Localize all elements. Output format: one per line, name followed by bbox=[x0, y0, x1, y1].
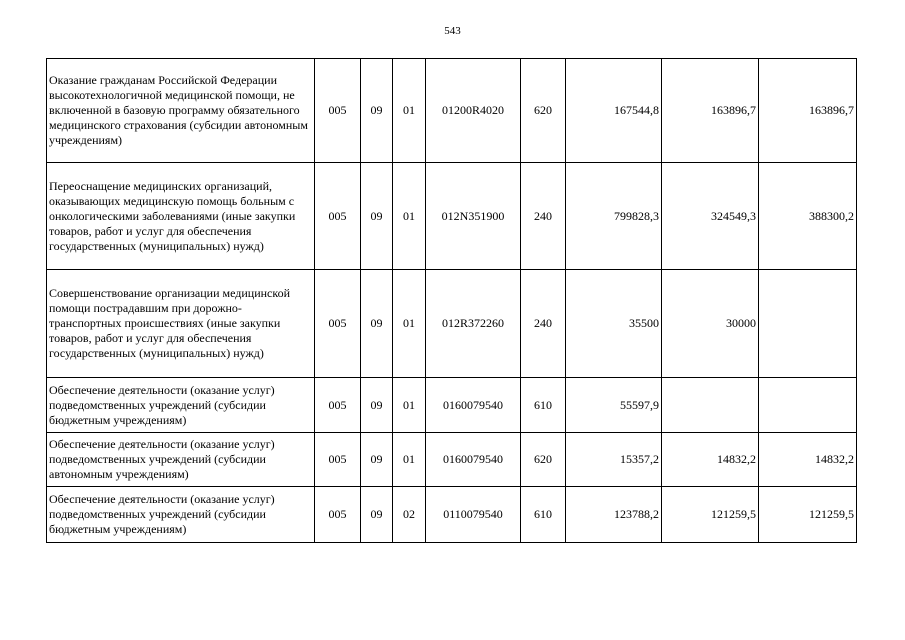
expense-type-code: 610 bbox=[521, 378, 566, 433]
section-code: 09 bbox=[361, 487, 393, 543]
row-description: Оказание гражданам Российской Федерации высокотехнологичной медицинской помощи, не включенной в базовую программу обязательного медицинского страхования (субсидии автономным учреждениям) bbox=[47, 59, 315, 163]
row-description: Обеспечение деятельности (оказание услуг) подведомственных учреждений (субсидии бюджетным учреждениям) bbox=[47, 487, 315, 543]
subsection-code: 01 bbox=[393, 163, 426, 270]
expense-type-code: 620 bbox=[521, 59, 566, 163]
row-description: Обеспечение деятельности (оказание услуг) подведомственных учреждений (субсидии автономным учреждениям) bbox=[47, 433, 315, 487]
section-code: 09 bbox=[361, 163, 393, 270]
table-row bbox=[47, 378, 857, 433]
amount-1: 799828,3 bbox=[566, 163, 662, 270]
table-row bbox=[47, 59, 857, 163]
table-row bbox=[47, 487, 857, 543]
subsection-code: 02 bbox=[393, 487, 426, 543]
amount-1: 35500 bbox=[566, 270, 662, 378]
amount-3: 388300,2 bbox=[759, 163, 857, 270]
row-description: Переоснащение медицинских организаций, оказывающих медицинскую помощь больным с онкологическими заболеваниями (иные закупки товаров, работ и услуг для обеспечения государственных (муниципальных) нужд) bbox=[47, 163, 315, 270]
amount-1: 167544,8 bbox=[566, 59, 662, 163]
amount-2: 14832,2 bbox=[662, 433, 759, 487]
table-row bbox=[47, 163, 857, 270]
amount-3 bbox=[759, 378, 857, 433]
target-article-code: 0160079540 bbox=[426, 378, 521, 433]
subsection-code: 01 bbox=[393, 59, 426, 163]
expense-type-code: 620 bbox=[521, 433, 566, 487]
amount-2: 121259,5 bbox=[662, 487, 759, 543]
subsection-code: 01 bbox=[393, 378, 426, 433]
table-row bbox=[47, 433, 857, 487]
section-code: 09 bbox=[361, 270, 393, 378]
page-number: 543 bbox=[444, 25, 461, 37]
row-description: Совершенствование организации медицинской помощи пострадавшим при дорожно-транспортных происшествиях (иные закупки товаров, работ и услуг для обеспечения государственных (муниципальных) нужд) bbox=[47, 270, 315, 378]
amount-2: 30000 bbox=[662, 270, 759, 378]
amount-2: 163896,7 bbox=[662, 59, 759, 163]
ministry-code: 005 bbox=[315, 378, 361, 433]
section-code: 09 bbox=[361, 59, 393, 163]
amount-3: 121259,5 bbox=[759, 487, 857, 543]
ministry-code: 005 bbox=[315, 487, 361, 543]
section-code: 09 bbox=[361, 378, 393, 433]
amount-1: 15357,2 bbox=[566, 433, 662, 487]
target-article-code: 0160079540 bbox=[426, 433, 521, 487]
ministry-code: 005 bbox=[315, 163, 361, 270]
row-description: Обеспечение деятельности (оказание услуг) подведомственных учреждений (субсидии бюджетным учреждениям) bbox=[47, 378, 315, 433]
amount-1: 123788,2 bbox=[566, 487, 662, 543]
budget-table bbox=[46, 58, 857, 543]
amount-3: 163896,7 bbox=[759, 59, 857, 163]
amount-3: 14832,2 bbox=[759, 433, 857, 487]
section-code: 09 bbox=[361, 433, 393, 487]
amount-2 bbox=[662, 378, 759, 433]
target-article-code: 0110079540 bbox=[426, 487, 521, 543]
table-row bbox=[47, 270, 857, 378]
ministry-code: 005 bbox=[315, 59, 361, 163]
expense-type-code: 240 bbox=[521, 163, 566, 270]
expense-type-code: 610 bbox=[521, 487, 566, 543]
amount-1: 55597,9 bbox=[566, 378, 662, 433]
ministry-code: 005 bbox=[315, 433, 361, 487]
amount-2: 324549,3 bbox=[662, 163, 759, 270]
target-article-code: 012R372260 bbox=[426, 270, 521, 378]
target-article-code: 01200R4020 bbox=[426, 59, 521, 163]
expense-type-code: 240 bbox=[521, 270, 566, 378]
subsection-code: 01 bbox=[393, 433, 426, 487]
ministry-code: 005 bbox=[315, 270, 361, 378]
target-article-code: 012N351900 bbox=[426, 163, 521, 270]
subsection-code: 01 bbox=[393, 270, 426, 378]
amount-3 bbox=[759, 270, 857, 378]
